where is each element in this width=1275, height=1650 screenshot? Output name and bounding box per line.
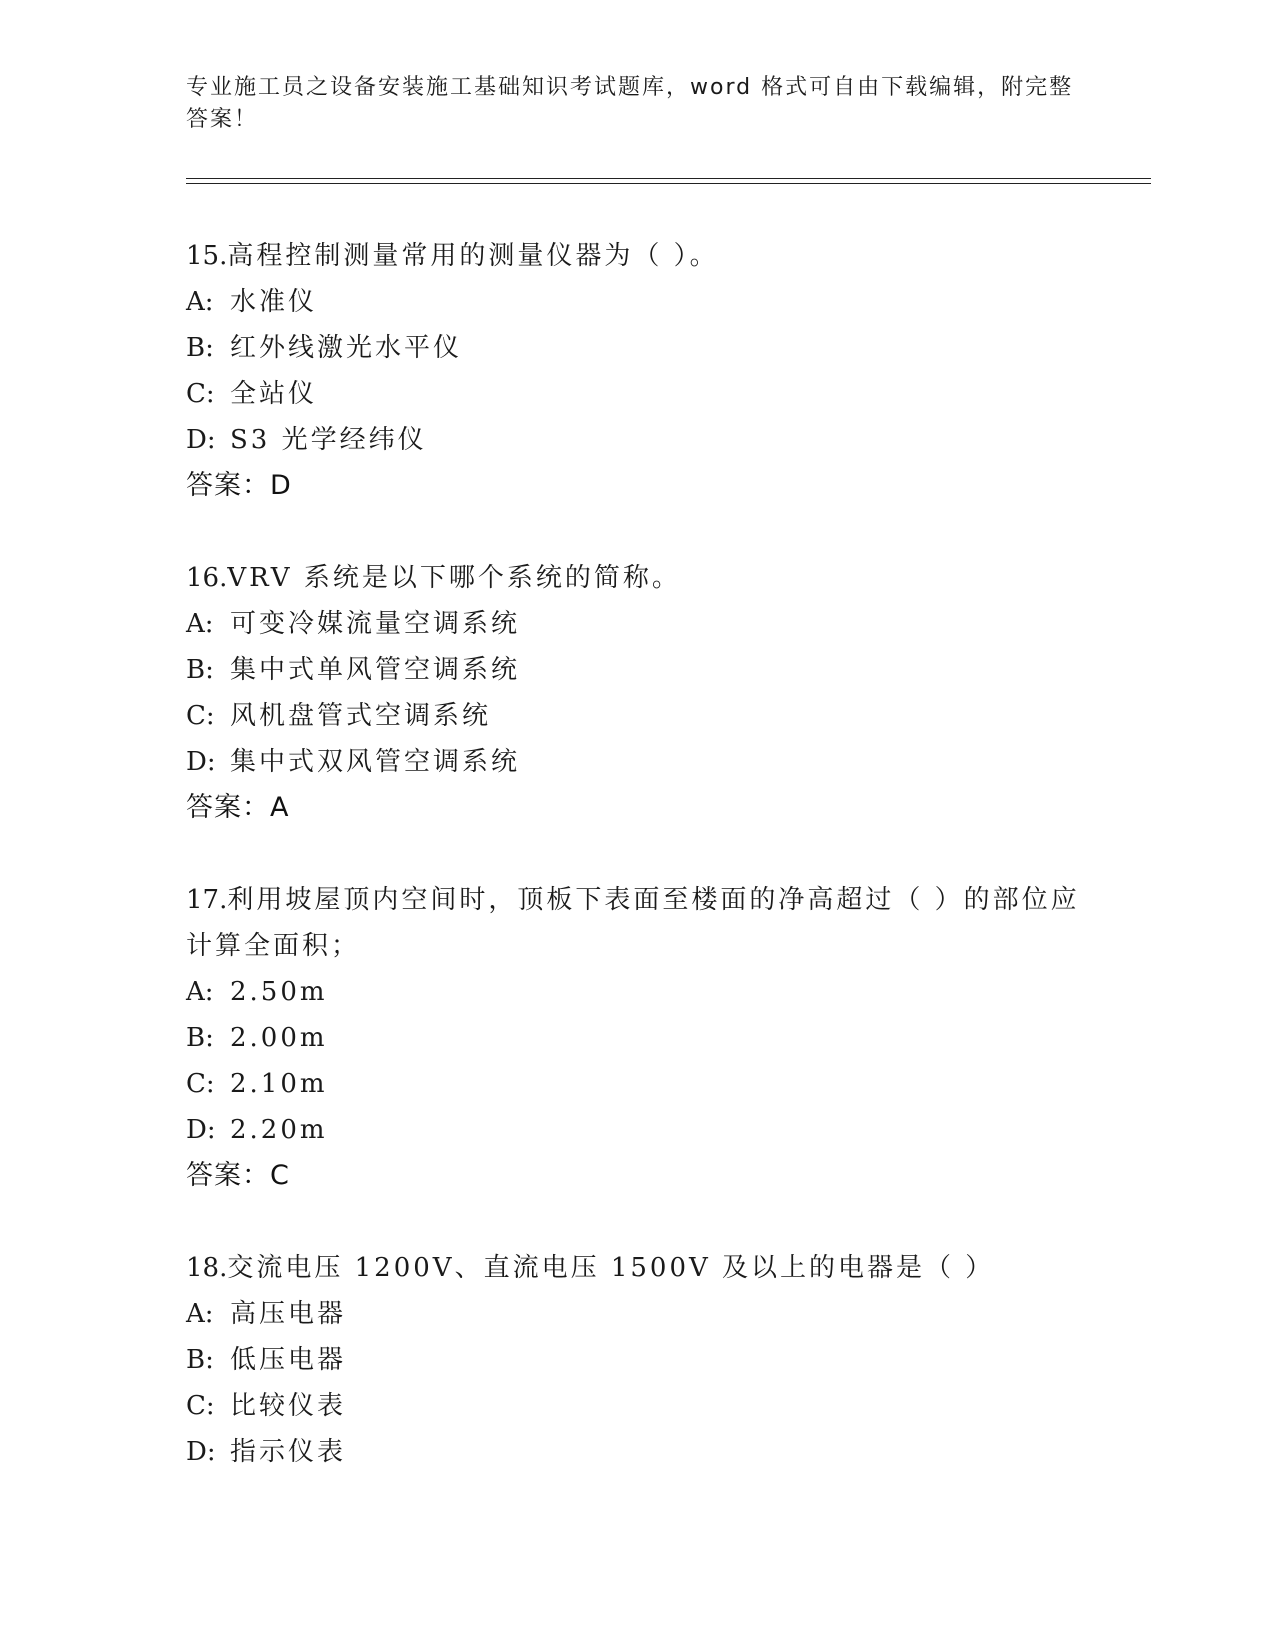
option-text: 2.10m [230, 1069, 328, 1099]
option-key: C: [186, 701, 215, 731]
question-stem [186, 877, 1106, 969]
option-c [186, 1383, 1106, 1429]
option-key: C: [186, 1069, 215, 1099]
option-b [186, 325, 1106, 371]
option-key: C: [186, 379, 215, 409]
option-text: 全站仪 [230, 379, 318, 409]
option-key: B: [186, 1345, 214, 1375]
question-stem [186, 1245, 1106, 1291]
question-18 [186, 1245, 1106, 1475]
header-divider-top [186, 178, 1151, 179]
option-key: B: [186, 333, 214, 363]
option-text: 低压电器 [230, 1345, 347, 1375]
option-text: 集中式单风管空调系统 [230, 655, 521, 685]
option-a [186, 279, 1106, 325]
question-text: 高程控制测量常用的测量仪器为（ ）。 [227, 241, 719, 271]
question-number: 17. [186, 885, 228, 915]
option-text: 比较仪表 [230, 1391, 347, 1421]
option-text: 集中式双风管空调系统 [230, 747, 521, 777]
option-key: A: [186, 977, 214, 1007]
question-stem [186, 555, 1106, 601]
option-key: D: [186, 425, 216, 455]
option-key: D: [186, 1437, 216, 1467]
question-number: 16. [186, 563, 228, 593]
option-text: 2.20m [230, 1115, 328, 1145]
question-15 [186, 233, 1106, 509]
option-text: 可变冷媒流量空调系统 [230, 609, 521, 639]
option-d [186, 739, 1106, 785]
question-number: 18. [186, 1253, 228, 1283]
question-stem [186, 233, 1106, 279]
option-text: 高压电器 [230, 1299, 347, 1329]
option-c [186, 371, 1106, 417]
option-c [186, 1061, 1106, 1107]
header-divider-bottom [186, 183, 1151, 184]
option-c [186, 693, 1106, 739]
option-d [186, 1107, 1106, 1153]
option-b [186, 1337, 1106, 1383]
option-text: 风机盘管式空调系统 [230, 701, 492, 731]
option-b [186, 647, 1106, 693]
option-d [186, 1429, 1106, 1475]
option-text: 红外线激光水平仪 [230, 333, 463, 363]
option-text: 指示仪表 [230, 1437, 347, 1467]
option-text: 水准仪 [230, 287, 318, 317]
answer-line: 答案：C [186, 1160, 290, 1191]
option-key: A: [186, 609, 214, 639]
question-text: 交流电压 1200V、直流电压 1500V 及以上的电器是（ ） [227, 1253, 995, 1283]
question-list [186, 233, 1106, 1521]
option-key: B: [186, 655, 214, 685]
option-key: C: [186, 1391, 215, 1421]
option-key: B: [186, 1023, 214, 1053]
option-key: A: [186, 287, 214, 317]
option-text: 2.50m [230, 977, 328, 1007]
question-16 [186, 555, 1106, 831]
option-d [186, 417, 1106, 463]
question-text: VRV 系统是以下哪个系统的简称。 [227, 563, 681, 593]
question-text: 利用坡屋顶内空间时，顶板下表面至楼面的净高超过（ ）的部位应计算全面积； [186, 885, 1080, 961]
option-b [186, 1015, 1106, 1061]
option-key: D: [186, 1115, 216, 1145]
document-header: 专业施工员之设备安装施工基础知识考试题库，word 格式可自由下载编辑，附完整答案！ [186, 75, 1074, 132]
option-a [186, 601, 1106, 647]
option-key: D: [186, 747, 216, 777]
option-a [186, 969, 1106, 1015]
question-number: 15. [186, 241, 228, 271]
option-key: A: [186, 1299, 214, 1329]
option-text: 2.00m [230, 1023, 328, 1053]
option-a [186, 1291, 1106, 1337]
answer-line: 答案：D [186, 470, 292, 501]
answer-line: 答案：A [186, 792, 290, 823]
question-17 [186, 877, 1106, 1199]
option-text: S3 光学经纬仪 [230, 425, 427, 455]
